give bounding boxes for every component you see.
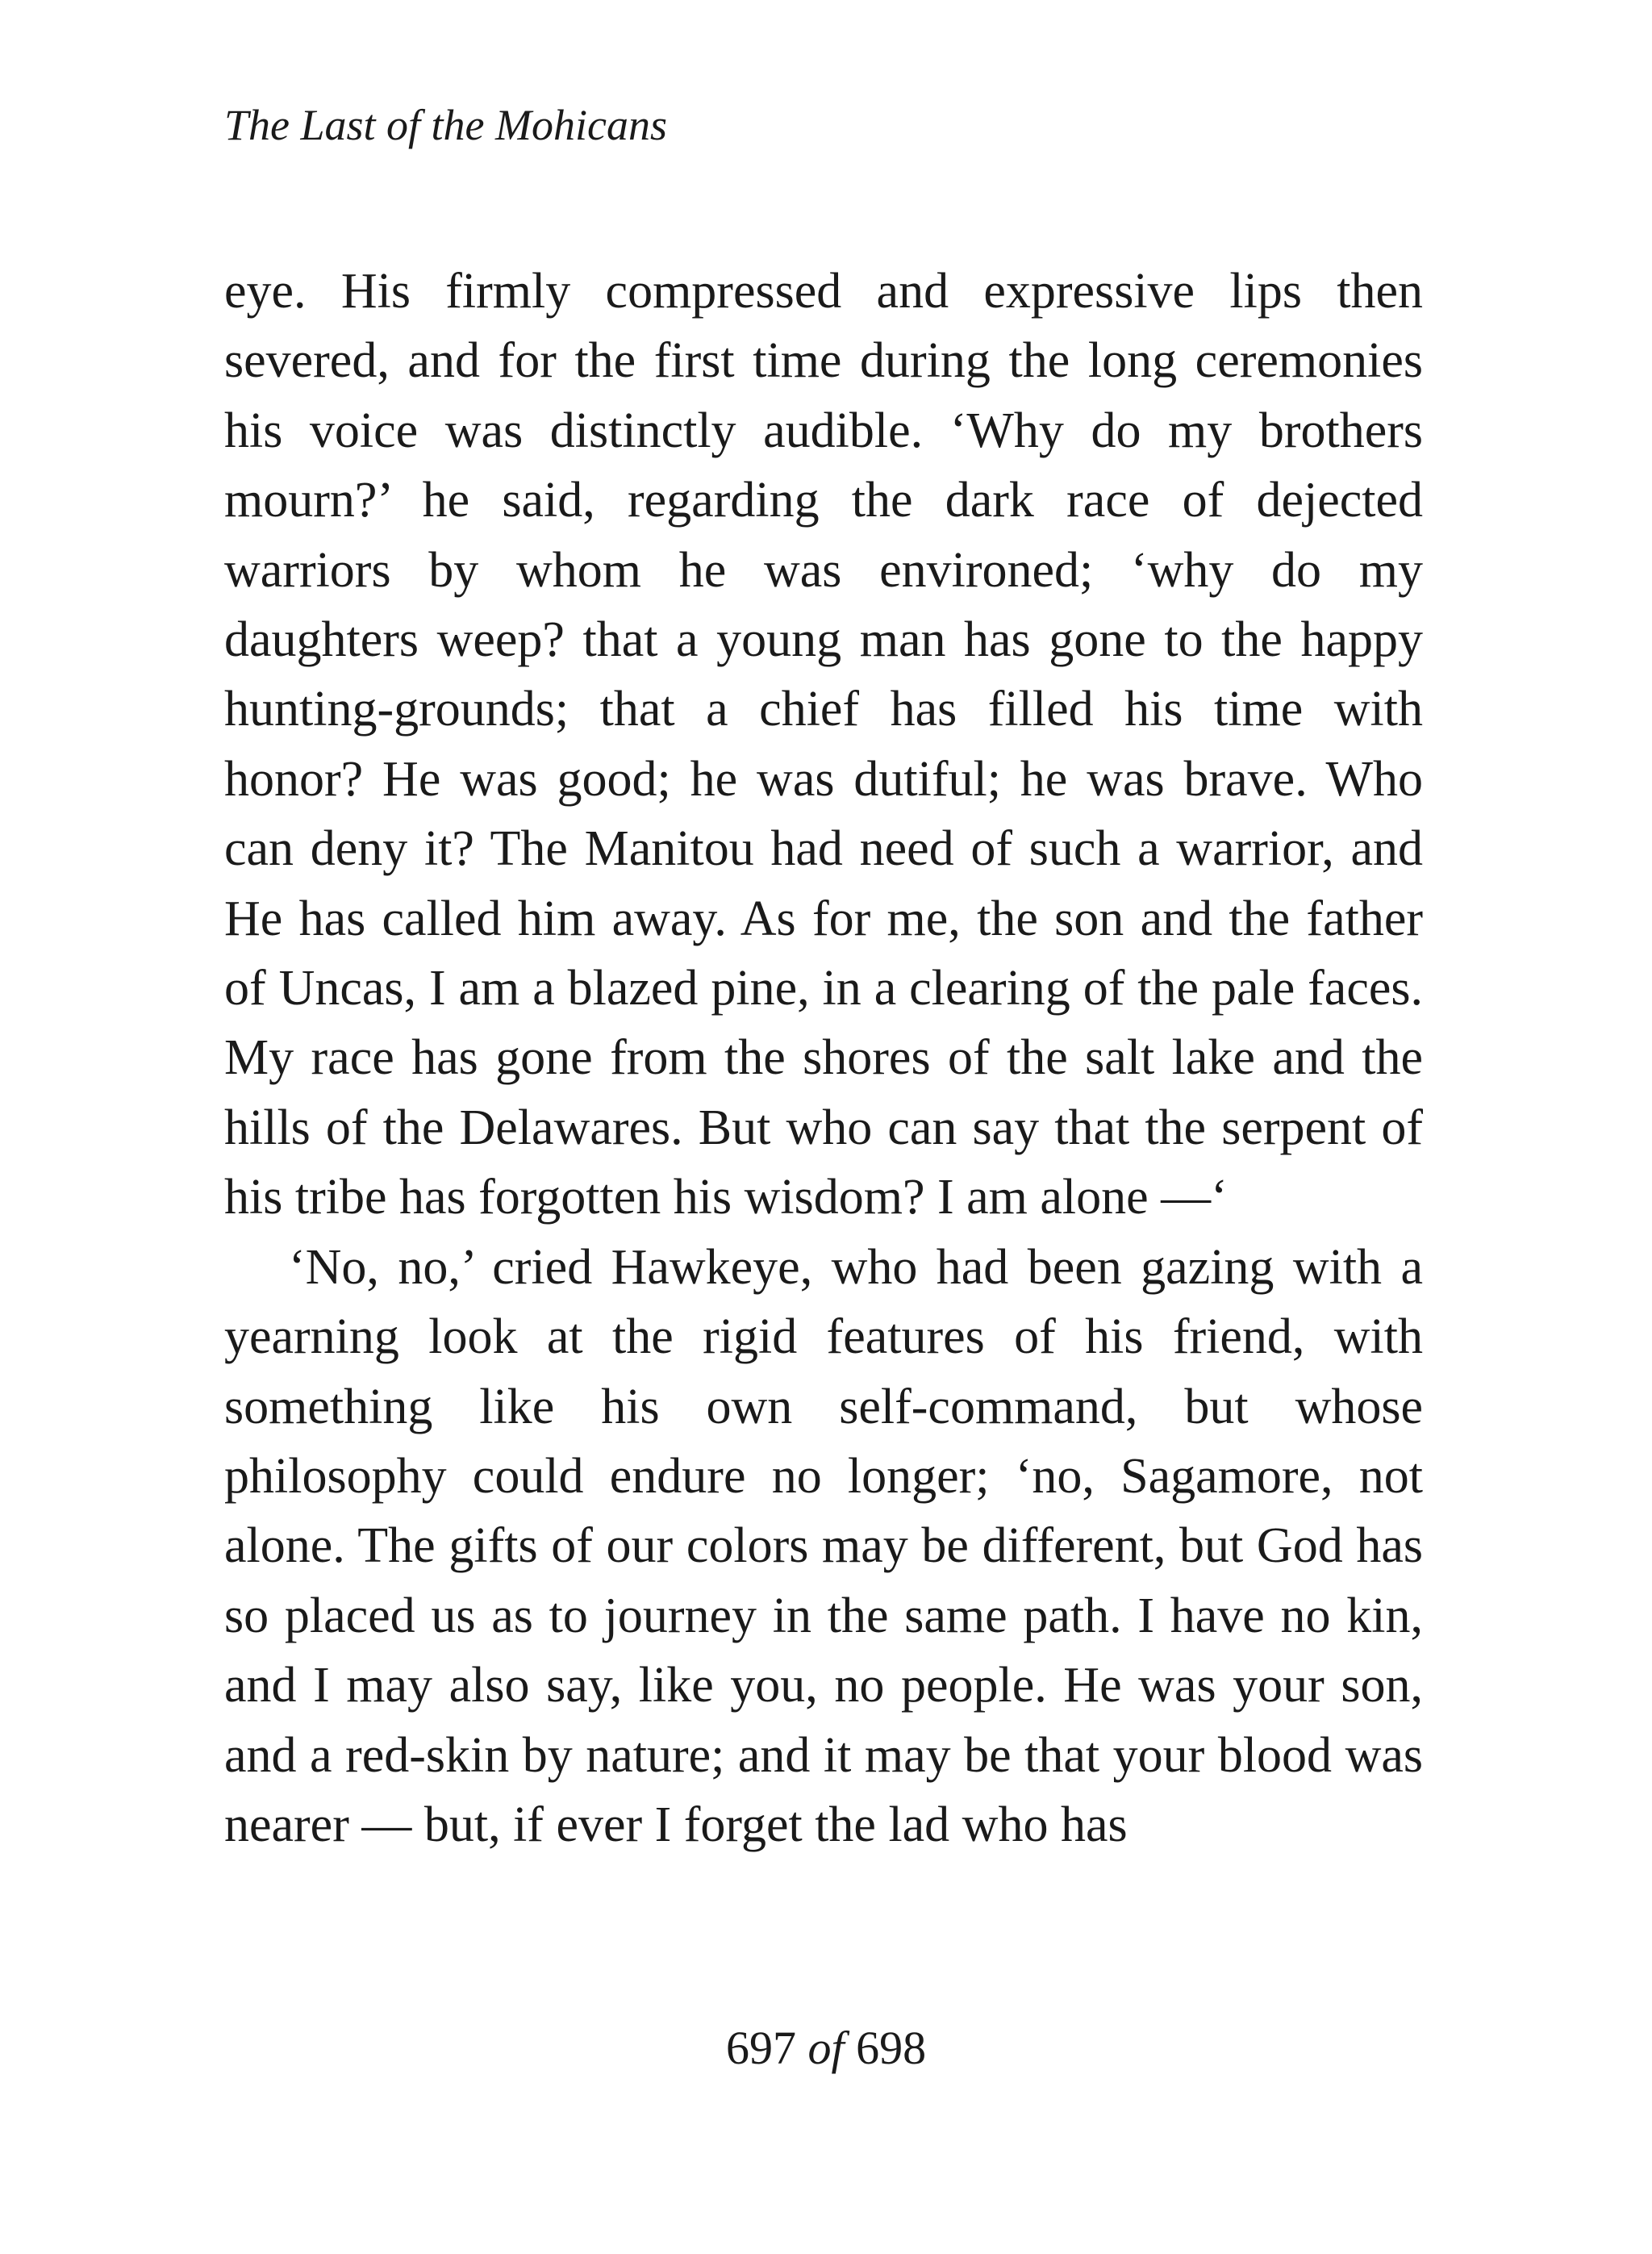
page-number [0,2022,1652,2074]
paragraph: ‘No, no,’ cried Hawkeye, who had been gazing with a yearning look at the rigid features of his friend, with something like his own self-command, but whose philosophy could endure no longer; ‘no, Sagamore, not alone. The gifts of our colors may be different, but God has so placed us as to journey in the same path. I have no kin, and I may also say, like you, no people. He was your son, and a red-skin by nature; and it may be that your blood was nearer — but, if ever I forget the lad who has [224,1239,1423,1852]
paragraph: eye. His firmly compressed and expressive lips then severed, and for the first time during the long ceremonies his voice was distinctly audible. ‘Why do my brothers mourn?’ he said, regarding the dark race of dejected warriors by whom he was environed; ‘why do my daughters weep? that a young man has gone to the happy hunting-grounds; that a chief has filled his time with honor? He was good; he was dutiful; he was brave. Who can deny it? The Manitou had need of such a warrior, and He has called him away. As for me, the son and the father of Uncas, I am a blazed pine, in a clearing of the pale faces. My race has gone from the shores of the salt lake and the hills of the Delawares. But who can say that the serpent of his tribe has forgotten his wisdom? I am alone —‘ [224,264,1423,1225]
total-pages-number: 698 [856,2022,927,2074]
current-page-number: 697 [725,2022,796,2074]
running-title: The Last of the Mohicans [224,101,667,149]
body-text [224,257,1423,1860]
page-of-label: of [807,2022,845,2074]
